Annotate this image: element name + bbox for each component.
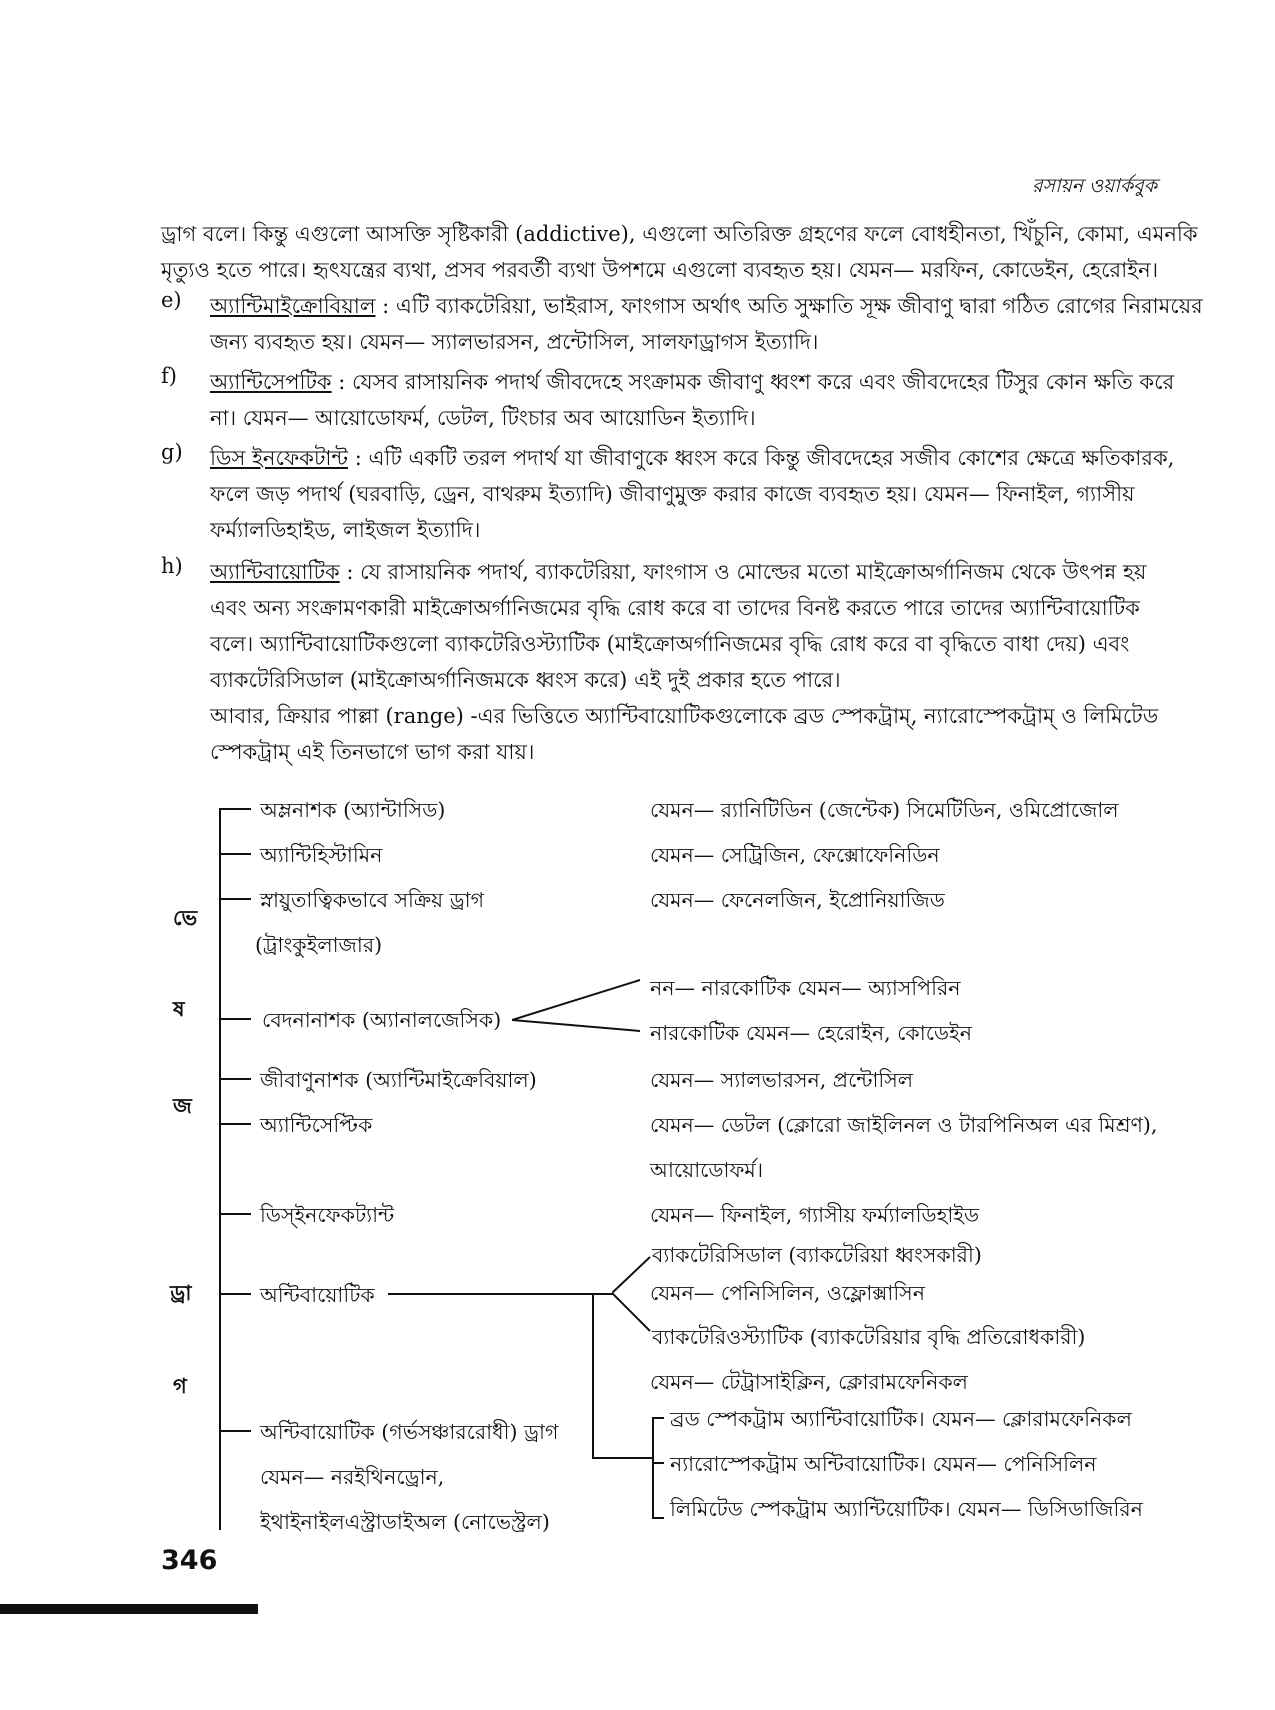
category-label-cont: ইথাইনাইলএস্ট্রাডাইঅল (নোভেস্ট্রল) — [260, 1510, 550, 1534]
spectrum-connector — [592, 1457, 652, 1459]
category-example: যেমন— ফিনাইল, গ্যাসীয় ফর্ম্যালডিহাইড — [650, 1203, 980, 1227]
root-char: ষ — [173, 996, 185, 1021]
item-f-text: না। যেমন— আয়োডোফর্ম, ডেটল, টিংচার অব আয়োডিন ইত্যাদি। — [210, 406, 756, 430]
intro-paragraph — [161, 216, 1198, 288]
branch-tick — [219, 1123, 251, 1125]
item-marker-h: h) — [161, 554, 183, 578]
category-label: অ্যান্টিহিস্টামিন — [260, 843, 383, 867]
item-h-text: বলে। অ্যান্টিবায়োটিকগুলো ব্যাকটেরিওস্ট্যাটিক (মাইক্রোঅর্গানিজমের বৃদ্ধি রোধ করে বা বৃদ্ধিতে বাধা দেয়) এবং — [210, 632, 1130, 656]
item-marker-f: f) — [161, 364, 177, 388]
item-g — [210, 440, 1174, 548]
item-g-text: ফর্ম্যালডিহাইড, লাইজল ইত্যাদি। — [210, 518, 481, 542]
category-label: অ্যান্টিসেপ্টিক — [260, 1113, 373, 1137]
page-number: 346 — [161, 1545, 218, 1576]
branch-tick — [219, 1018, 251, 1020]
subcategory-example: যেমন— পেনিসিলিন, ওফ্লোক্সাসিন — [650, 1281, 925, 1305]
running-header: রসায়ন ওয়ার্কবুক — [1032, 175, 1157, 197]
item-g-text: ফলে জড় পদার্থ (ঘরবাড়ি, ড্রেন, বাথরুম ইত্যাদি) জীবাণুমুক্ত করার কাজে ব্যবহৃত হয়। যেমন— ফিনাইল, গ্যাসীয় — [210, 482, 1135, 506]
item-h-text: আবার, ক্রিয়ার পাল্লা (range) -এর ভিত্তিতে অ্যান্টিবায়োটিকগুলোকে ব্রড স্পেকট্রাম্, ন্যারোস্পেকট্রাম্ ও লিমিটেড — [210, 704, 1159, 728]
spectrum-tick — [652, 1462, 664, 1464]
category-label-cont: (ট্রাংকুইলাজার) — [255, 933, 383, 957]
branch-tick — [219, 1078, 251, 1080]
item-f-term: অ্যান্টিসেপটিক — [210, 370, 332, 394]
category-label: বেদনানাশক (অ্যানালজেসিক) — [262, 1008, 502, 1032]
category-example: যেমন— ফেনেলজিন, ইপ্রোনিয়াজিড — [650, 888, 945, 912]
item-h-term: অ্যান্টিবায়োটিক — [210, 560, 340, 584]
spectrum-bracket — [652, 1417, 654, 1519]
item-h-text: : যে রাসায়নিক পদার্থ, ব্যাকটেরিয়া, ফাংগাস ও মোল্ডের মতো মাইক্রোঅর্গানিজম থেকে উৎপন্ন হয় — [339, 560, 1147, 584]
spectrum-drop — [592, 1293, 594, 1459]
branch-tick — [219, 1430, 251, 1432]
subcategory-example: নন— নারকোটিক যেমন— অ্যাসপিরিন — [650, 976, 961, 1000]
item-g-text: : এটি একটি তরল পদার্থ যা জীবাণুকে ধ্বংস করে কিন্তু জীবদেহের সজীব কোশের ক্ষেত্রে ক্ষতিকারক, — [348, 446, 1175, 470]
category-label: অন্টিবায়োটিক — [260, 1283, 375, 1307]
antibiotic-connector — [388, 1293, 613, 1295]
branch-tick — [219, 1293, 251, 1295]
item-marker-e: e) — [161, 288, 182, 312]
spectrum-item: লিমিটেড স্পেকট্রাম অ্যান্টিয়োটিক। যেমন— ডিসিডাজিরিন — [670, 1497, 1143, 1521]
root-char: গ — [173, 1373, 187, 1398]
category-example: যেমন— স্যালভারসন, প্রন্টোসিল — [650, 1068, 914, 1092]
root-char: ড্রা — [170, 1280, 192, 1305]
footer-bar — [0, 1604, 258, 1614]
item-f-text: : যেসব রাসায়নিক পদার্থ জীবদেহে সংক্রামক জীবাণু ধ্বংশ করে এবং জীবদেহের টিসুর কোন ক্ষতি করে — [331, 370, 1175, 394]
item-e — [210, 288, 1203, 360]
branch-tick — [219, 898, 251, 900]
category-example: যেমন— সেট্রিজিন, ফেক্সোফেনিডিন — [650, 843, 940, 867]
branch-tick — [219, 853, 251, 855]
item-e-term: অ্যান্টিমাইক্রোবিয়াল — [210, 294, 376, 318]
item-h-text: এবং অন্য সংক্রামণকারী মাইক্রোঅর্গানিজমের বৃদ্ধি রোধ করে বা তাদের বিনষ্ট করতে পারে তাদের অ্যান্টিবায়োটিক — [210, 596, 1140, 620]
item-h-text: ব্যাকটেরিসিডাল (মাইক্রোঅর্গানিজমকে ধ্বংস করে) এই দুই প্রকার হতে পারে। — [210, 668, 841, 692]
branch-tick — [219, 808, 251, 810]
intro-line: মৃত্যুও হতে পারে। হৃৎযন্ত্রের ব্যথা, প্রসব পরবর্তী ব্যথা উপশমে এগুলো ব্যবহৃত হয়। যেমন— মরফিন, কোডেইন, হেরোইন। — [161, 258, 1159, 282]
item-e-text: : এটি ব্যাকটেরিয়া, ভাইরাস, ফাংগাস অর্থাৎ অতি সুক্ষাতি সূক্ষ জীবাণু দ্বারা গঠিত রোগের নিরাময়ের — [375, 294, 1203, 318]
spectrum-item: ব্রড স্পেকট্রাম অ্যান্টিবায়োটিক। যেমন— ক্লোরামফেনিকল — [670, 1407, 1132, 1431]
root-char: ভে — [173, 905, 198, 930]
category-label: অন্টিবায়োটিক (গর্ভসঞ্চাররোধী) ড্রাগ — [260, 1420, 559, 1444]
spectrum-tick — [652, 1417, 664, 1419]
category-example: যেমন— র‍্যানিটিডিন (জেন্টেক) সিমেটিডিন, ওমিপ্রোজোল — [650, 798, 1119, 822]
item-h — [210, 554, 1158, 770]
item-h-text: স্পেকট্রাম্ এই তিনভাগে ভাগ করা যায়। — [210, 740, 535, 764]
item-marker-g: g) — [161, 440, 183, 464]
item-g-term: ডিস ইনফেকটান্ট — [210, 446, 349, 470]
item-e-text: জন্য ব্যবহৃত হয়। যেমন— স্যালভারসন, প্রন্টোসিল, সালফাড্রাগস ইত্যাদি। — [210, 330, 819, 354]
subcategory-example: নারকোটিক যেমন— হেরোইন, কোডেইন — [650, 1021, 972, 1045]
analgesic-fork — [512, 975, 652, 1065]
category-label: জীবাণুনাশক (অ্যান্টিমাইক্রেবিয়াল) — [260, 1068, 537, 1092]
tree-trunk — [219, 808, 221, 1530]
category-label-cont: যেমন— নরইথিনড্রোন, — [260, 1465, 445, 1489]
category-example-cont: আয়োডোফর্ম। — [650, 1158, 764, 1182]
subcategory-example: যেমন— টেট্রাসাইক্লিন, ক্লোরামফেনিকল — [650, 1370, 968, 1394]
subcategory-example: ব্যাকটেরিওস্ট্যাটিক (ব্যাকটেরিয়ার বৃদ্ধি প্রতিরোধকারী) — [652, 1325, 1086, 1349]
spectrum-tick — [652, 1517, 664, 1519]
spectrum-item: ন্যারোস্পেকট্রাম অন্টিবায়োটিক। যেমন— পেনিসিলিন — [670, 1452, 1097, 1476]
category-example: যেমন— ডেটল (ক্লোরো জাইলিনল ও টারপিনিঅল এর মিশ্রণ), — [650, 1113, 1158, 1137]
branch-tick — [219, 1213, 251, 1215]
category-label: অম্লনাশক (অ্যান্টাসিড) — [260, 798, 446, 822]
category-label: স্নায়ুতাত্বিকভাবে সক্রিয় ড্রাগ — [260, 888, 485, 912]
subcategory-example: ব্যাকটেরিসিডাল (ব্যাকটেরিয়া ধ্বংসকারী) — [652, 1243, 982, 1267]
category-label: ডিস্ইনফেকট্যান্ট — [260, 1203, 395, 1227]
root-char: জ — [173, 1093, 192, 1118]
item-f — [210, 364, 1174, 436]
intro-line: ড্রাগ বলে। কিন্তু এগুলো আসক্তি সৃষ্টিকারী (addictive), এগুলো অতিরিক্ত গ্রহণের ফলে বোধহীনতা, খিঁচুনি, কোমা, এমনকি — [161, 222, 1198, 246]
